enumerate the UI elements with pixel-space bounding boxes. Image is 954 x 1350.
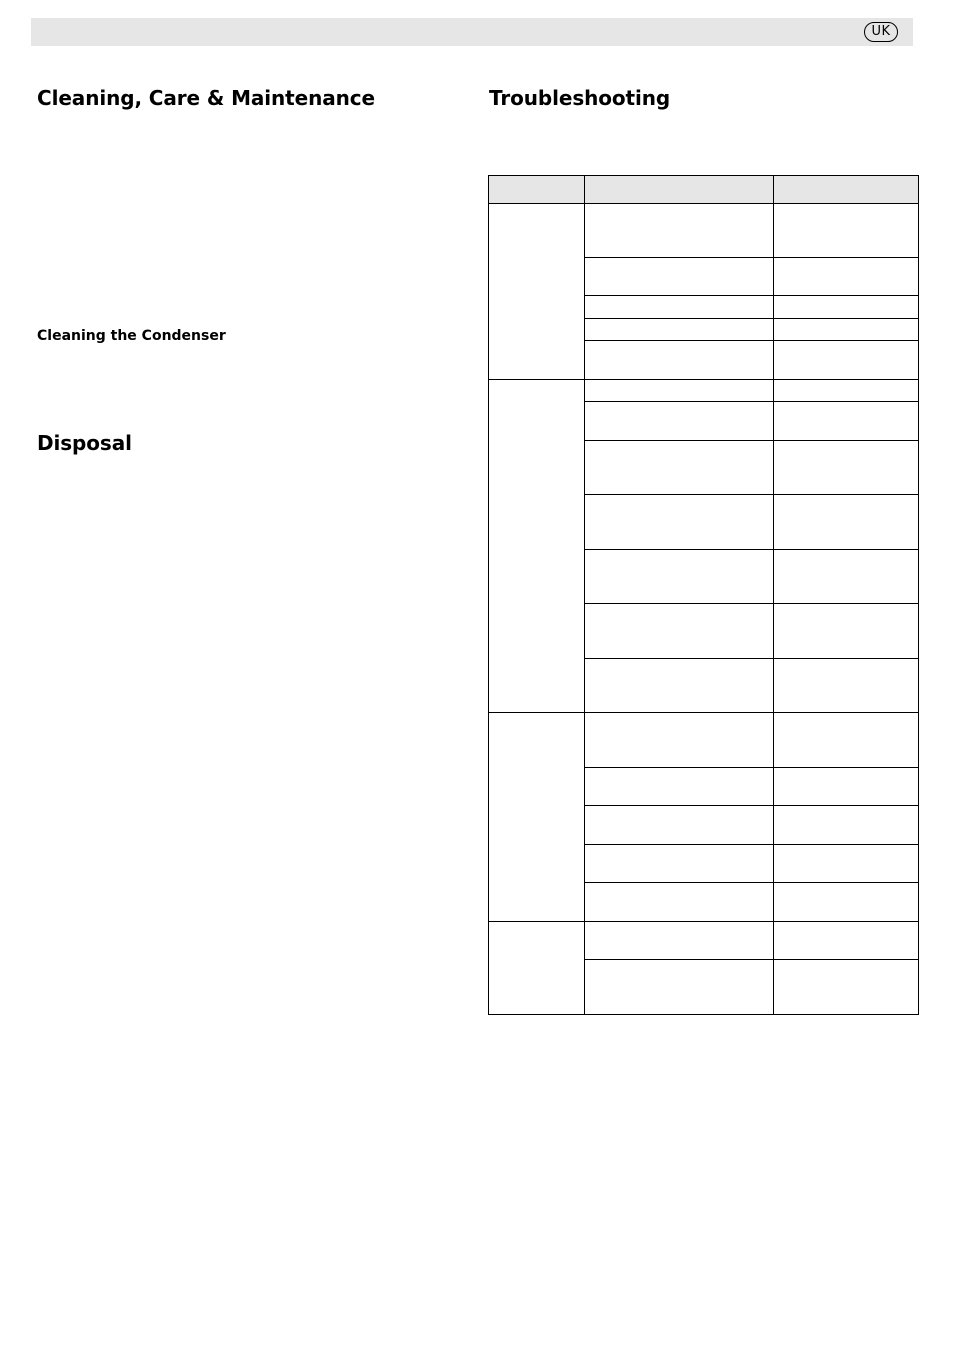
problem-cell (489, 380, 585, 713)
solution-cell (773, 341, 918, 380)
cause-cell (585, 806, 773, 845)
troubleshooting-heading: Troubleshooting (489, 86, 671, 110)
cleaning-care-maintenance-heading: Cleaning, Care & Maintenance (37, 86, 375, 110)
problem-cell (489, 713, 585, 922)
cause-cell (585, 960, 773, 1015)
cause-cell (585, 204, 773, 258)
solution-cell (773, 768, 918, 806)
solution-cell (773, 922, 918, 960)
cause-cell (585, 883, 773, 922)
cause-cell (585, 319, 773, 341)
solution-cell (773, 402, 918, 441)
header-solution (773, 176, 918, 204)
solution-cell (773, 258, 918, 296)
language-badge: UK (864, 22, 898, 42)
cause-cell (585, 495, 773, 550)
solution-cell (773, 659, 918, 713)
cause-cell (585, 296, 773, 319)
cleaning-condenser-subheading: Cleaning the Condenser (37, 328, 226, 344)
table-row (489, 713, 919, 768)
table-row (489, 922, 919, 960)
solution-cell (773, 495, 918, 550)
solution-cell (773, 806, 918, 845)
cause-cell (585, 845, 773, 883)
solution-cell (773, 713, 918, 768)
cause-cell (585, 659, 773, 713)
disposal-heading: Disposal (37, 431, 132, 455)
solution-cell (773, 550, 918, 604)
solution-cell (773, 296, 918, 319)
table-row (489, 204, 919, 258)
solution-cell (773, 319, 918, 341)
solution-cell (773, 845, 918, 883)
cause-cell (585, 341, 773, 380)
problem-cell (489, 204, 585, 380)
solution-cell (773, 960, 918, 1015)
solution-cell (773, 604, 918, 659)
solution-cell (773, 380, 918, 402)
cause-cell (585, 713, 773, 768)
table-row (489, 380, 919, 402)
troubleshooting-table (488, 175, 919, 1015)
cause-cell (585, 550, 773, 604)
table-header-row (489, 176, 919, 204)
cause-cell (585, 402, 773, 441)
cause-cell (585, 922, 773, 960)
cause-cell (585, 604, 773, 659)
header-problem (489, 176, 585, 204)
solution-cell (773, 883, 918, 922)
header-possible-cause (585, 176, 773, 204)
page-header-bar (31, 18, 913, 46)
solution-cell (773, 204, 918, 258)
cause-cell (585, 768, 773, 806)
cause-cell (585, 258, 773, 296)
table-body (489, 204, 919, 1015)
cause-cell (585, 441, 773, 495)
cause-cell (585, 380, 773, 402)
solution-cell (773, 441, 918, 495)
problem-cell (489, 922, 585, 1015)
